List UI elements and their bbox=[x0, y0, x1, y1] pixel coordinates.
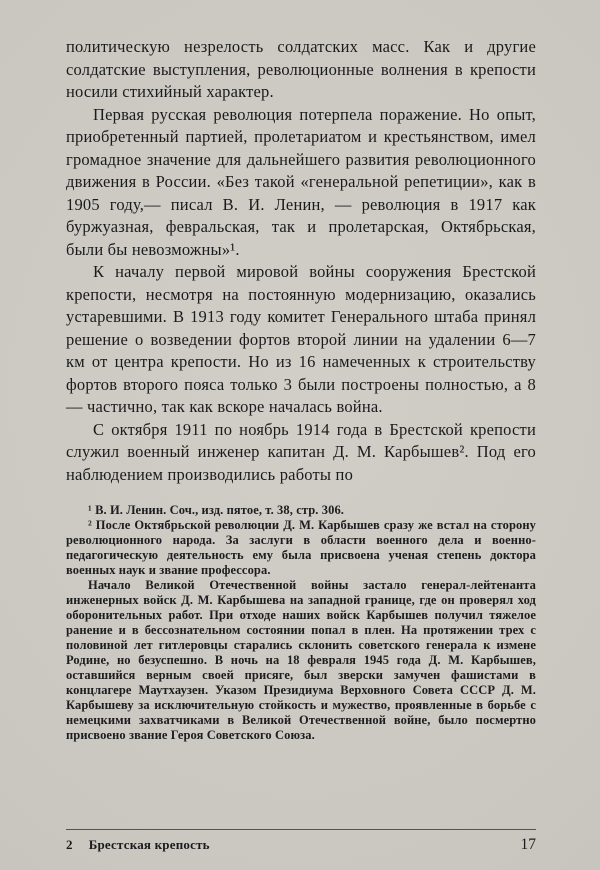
body-paragraph-3: К началу первой мировой войны сооружения Брестской крепости, несмотря на постоянную модернизацию, оказались устаревшими. В 1913 году комитет Генерального штаба принял решение о возведении фортов второй линии на удалении 6—7 км от центра крепости. Но из 16 намеченных к строительству фортов второго пояса только 3 были построены полностью, а 8 — частично, так как вскоре началась война. bbox=[66, 262, 536, 416]
body-paragraph-2: Первая русская революция потерпела поражение. Но опыт, приобретенный партией, пролетариатом и крестьянством, имел громадное значение для дальнейшего развития революционного движения в России. «Без такой «генеральной репетиции», как в 1905 году,— писал В. И. Ленин, — революция в 1917 как буржуазная, февральская, так и пролетарская, Октябрьская, были бы невозможны»¹. bbox=[66, 104, 536, 259]
body-paragraph-4: С октября 1911 по ноябрь 1914 года в Брестской крепости служил военный инженер капитан Д. М. Карбышев². Под его наблюдением производились работы по bbox=[66, 419, 536, 484]
signature-mark: 2 bbox=[66, 837, 73, 852]
book-title: Брестская крепость bbox=[88, 837, 210, 852]
page-footer bbox=[66, 829, 536, 854]
footnote-2-continued: Начало Великой Отечественной войны застало генерал-лейтенанта инженерных войск Д. М. Карбышева на западной границе, где он проверял ход оборонительных работ. При отходе наших войск Карбышев получил тяжелое ранение и в бессознательном состоянии попал в плен. На протяжении трех с половиной лет гитлеровцы старались склонить советского генерала к измене Родине, но безуспешно. В ночь на 18 февраля 1945 года Д. М. Карбышев, оставшийся верным своей присяге, был зверски замучен фашистами в концлагере Маутхаузен. Указом Президиума Верховного Совета СССР Д. М. Карбышеву за исключительную стойкость и мужество, проявленные в борьбе с немецкими захватчиками в Великой Отечественной войне, было посмертно присвоено звание Героя Советского Союза. bbox=[66, 578, 536, 742]
running-footer bbox=[66, 837, 210, 853]
footnotes-section bbox=[66, 503, 536, 743]
footnote-2: ² После Октябрьской революции Д. М. Карбышев сразу же встал на сторону революционного народа. За заслуги в области военного дела и военно-педагогическую деятельность ему была присвоена ученая степень доктора военных наук и звание профессора. bbox=[66, 518, 536, 577]
page-text-block bbox=[66, 36, 536, 743]
body-paragraph-1: политическую незрелость солдатских масс. Как и другие солдатские выступления, революционные волнения в крепости носили стихийный характер. bbox=[66, 37, 536, 101]
footnote-1: ¹ В. И. Ленин. Соч., изд. пятое, т. 38, стр. 306. bbox=[88, 503, 345, 517]
page-number: 17 bbox=[520, 836, 536, 853]
